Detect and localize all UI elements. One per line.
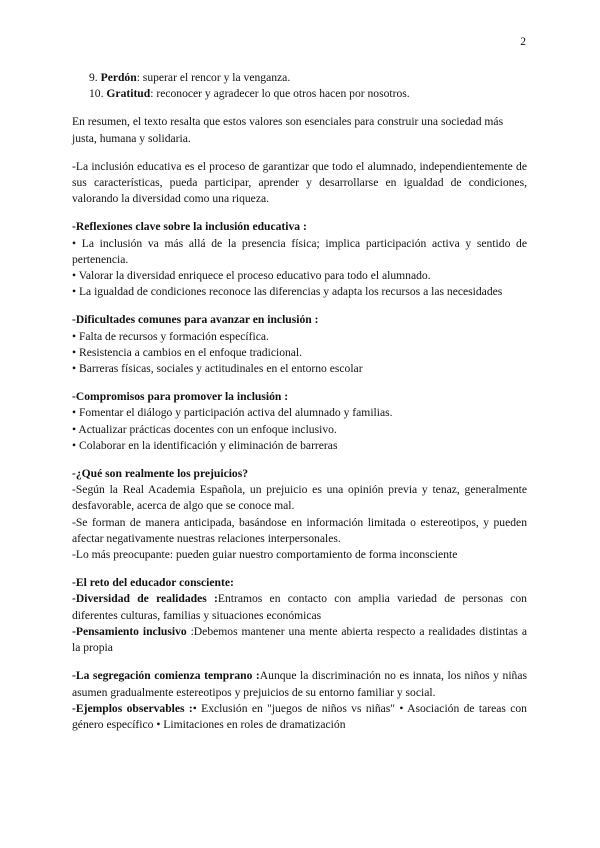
bullet-item: • Valorar la diversidad enriquece el proceso educativo para todo el alumnado.: [72, 269, 431, 283]
bullet-item: • Actualizar prácticas docentes con un enfoque inclusivo.: [72, 422, 337, 436]
segregacion-item: [72, 668, 527, 700]
summary-paragraph: En resumen, el texto resalta que estos valores son esenciales para construir una sociedad más justa, humana y solidaria.: [72, 115, 504, 145]
segregacion-item-text: Aunque la discriminación no es innata, los niños y niñas asumen gradualmente estereotipos y prejuicios de su entorno familiar y social.: [72, 669, 527, 699]
list-item: [72, 86, 527, 102]
section-heading-reto: -El reto del educador consciente:: [72, 576, 234, 590]
bullet-item: • Resistencia a cambios en el enfoque tradicional.: [72, 345, 303, 359]
segregacion-item-label: -Ejemplos observables :: [72, 701, 193, 715]
section-heading-dificultades: -Dificultades comunes para avanzar en inclusión :: [72, 313, 319, 327]
segregacion-item-text: • Exclusión en "juegos de niños vs niñas" • Asociación de tareas con género específico • Limitaciones en roles de dramatización: [72, 701, 527, 731]
bullet-item: • Barreras físicas, sociales y actitudinales en el entorno escolar: [72, 362, 363, 376]
list-term: Perdón: [100, 71, 137, 84]
reto-item: [72, 591, 527, 623]
prejuicios-line: -Según la Real Academia Española, un prejuicio es una opinión previa y tenaz, generalmente desfavorable, acerca de algo que se conoce mal.: [72, 483, 527, 513]
bullet-item: • Colaborar en la identificación y eliminación de barreras: [72, 438, 338, 452]
section-heading-reflexiones: -Reflexiones clave sobre la inclusión educativa :: [72, 220, 307, 234]
list-number: 10.: [89, 87, 104, 101]
page-number: 2: [520, 36, 526, 48]
reto-item: [72, 624, 527, 656]
prejuicios-line: -Lo más preocupante: pueden guiar nuestro comportamiento de forma inconsciente: [72, 548, 458, 562]
section-heading-compromisos: -Compromisos para promover la inclusión :: [72, 390, 289, 404]
segregacion-item-label: -La segregación comienza temprano :: [72, 669, 260, 683]
list-number: 9.: [89, 71, 98, 84]
list-text: : superar el rencor y la venganza.: [136, 71, 291, 84]
document-body: [72, 70, 527, 733]
reto-item-text: :Debemos mantener una mente abierta respecto a realidades distintas a la propia: [72, 624, 527, 655]
bullet-item: • Fomentar el diálogo y participación activa del alumnado y familias.: [72, 406, 393, 420]
bullet-item: • La igualdad de condiciones reconoce las diferencias y adapta los recursos a las necesidades: [72, 285, 503, 299]
bullet-item: • Falta de recursos y formación específica.: [72, 329, 269, 343]
reto-item-label: -Diversidad de realidades :: [72, 592, 218, 606]
segregacion-item: [72, 701, 527, 733]
list-text: : reconocer y agradecer lo que otros hacen por nosotros.: [150, 87, 410, 101]
section-heading-prejuicios: -¿Qué son realmente los prejuicios?: [72, 467, 249, 481]
list-term: Gratitud: [106, 87, 151, 101]
reto-item-text: Entramos en contacto con amplia variedad de personas con diferentes culturas, familias y situaciones económicas: [72, 592, 527, 622]
bullet-item: • La inclusión va más allá de la presencia física; implica participación activa y sentido de pertenencia.: [72, 236, 527, 266]
reto-item-label: -Pensamiento inclusivo: [72, 624, 187, 638]
inclusion-definition: -La inclusión educativa es el proceso de garantizar que todo el alumnado, independientemente de sus características, pueda participar, aprender y desarrollarse en igualdad de condiciones, valorando la diversidad como una riqueza.: [72, 159, 527, 206]
list-item: [72, 70, 527, 86]
prejuicios-line: -Se forman de manera anticipada, basándose en información limitada o estereotipos, y pueden afectar negativamente nuestras relaciones interpersonales.: [72, 515, 527, 545]
